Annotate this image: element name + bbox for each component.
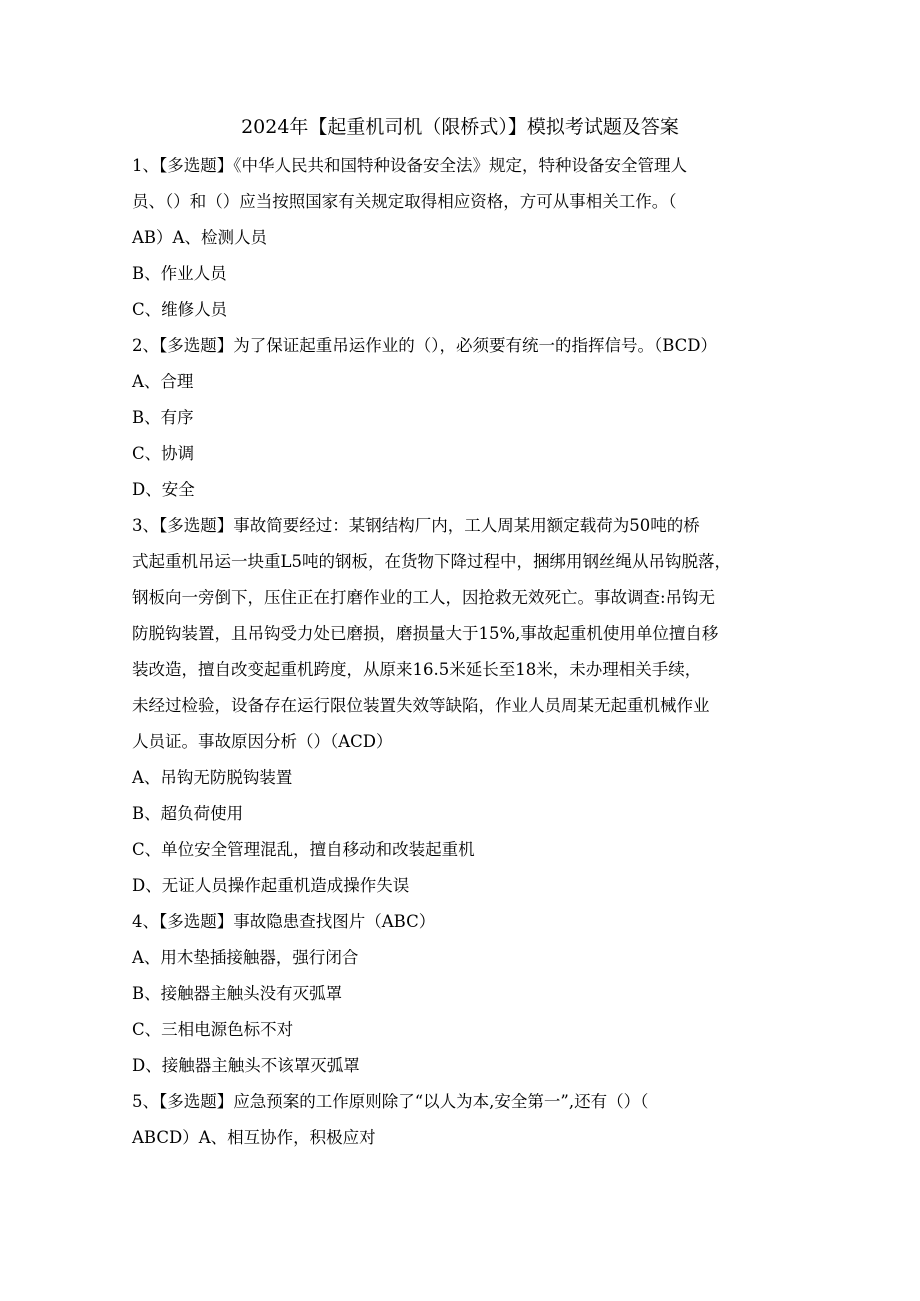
question-2-option-b: B、有序 bbox=[132, 408, 194, 427]
question-4-text-line-1: 4、【多选题】事故隐患查找图片（ABC） bbox=[132, 912, 436, 931]
question-4-option-a: A、用木垫插接触器，强行闭合 bbox=[132, 948, 359, 967]
question-3-text-line-4: 防脱钩装置，且吊钩受力处已磨损，磨损量大于15%,事故起重机使用单位擅自移 bbox=[132, 624, 719, 643]
question-5-text-line-2: ABCD）A、相互协作，积极应对 bbox=[132, 1128, 376, 1147]
question-2-option-d: D、安全 bbox=[132, 480, 195, 499]
question-1-text-line-1: 1、【多选题】《中华人民共和国特种设备安全法》规定，特种设备安全管理人 bbox=[132, 156, 687, 175]
question-1-option-b: B、作业人员 bbox=[132, 264, 227, 283]
question-2-option-a: A、合理 bbox=[132, 372, 194, 391]
question-2-option-c: C、协调 bbox=[132, 444, 195, 463]
question-3-option-d: D、无证人员操作起重机造成操作失误 bbox=[132, 876, 410, 895]
question-2-text-line-1: 2、【多选题】为了保证起重吊运作业的（），必须要有统一的指挥信号。（BCD） bbox=[132, 336, 718, 355]
question-4-option-d: D、接触器主触头不该罩灭弧罩 bbox=[132, 1056, 360, 1075]
question-3-option-b: B、超负荷使用 bbox=[132, 804, 244, 823]
question-3-text-line-2: 式起重机吊运一块重L5吨的钢板，在货物下降过程中，捆绑用钢丝绳从吊钩脱落， bbox=[132, 552, 731, 571]
question-4-option-c: C、三相电源色标不对 bbox=[132, 1020, 294, 1039]
question-3-text-line-5: 装改造，擅自改变起重机跨度，从原来16.5米延长至18米，未办理相关手续， bbox=[132, 660, 702, 679]
question-1-text-line-2: 员、（）和（）应当按照国家有关规定取得相应资格，方可从事相关工作。（ bbox=[132, 192, 677, 211]
question-3-option-c: C、单位安全管理混乱，擅自移动和改装起重机 bbox=[132, 840, 475, 859]
document-title: 2024年【起重机司机（限桥式）】模拟考试题及答案 bbox=[241, 116, 679, 138]
question-1-text-line-3: AB）A、检测人员 bbox=[132, 228, 267, 247]
question-3-text-line-3: 钢板向一旁倒下，压住正在打磨作业的工人，因抢救无效死亡。事故调查:吊钩无 bbox=[132, 588, 716, 607]
question-4-option-b: B、接触器主触头没有灭弧罩 bbox=[132, 984, 343, 1003]
question-3-text-line-6: 未经过检验，设备存在运行限位装置失效等缺陷，作业人员周某无起重机械作业 bbox=[132, 696, 710, 715]
question-3-text-line-7: 人员证。事故原因分析（）（ACD） bbox=[132, 732, 393, 751]
question-3-text-line-1: 3、【多选题】事故简要经过：某钢结构厂内，工人周某用额定载荷为50吨的桥 bbox=[132, 516, 700, 535]
question-5-text-line-1: 5、【多选题】应急预案的工作原则除了“以人为本,安全第一”,还有（）（ bbox=[132, 1092, 649, 1111]
question-3-option-a: A、吊钩无防脱钩装置 bbox=[132, 768, 293, 787]
question-1-option-c: C、维修人员 bbox=[132, 300, 228, 319]
